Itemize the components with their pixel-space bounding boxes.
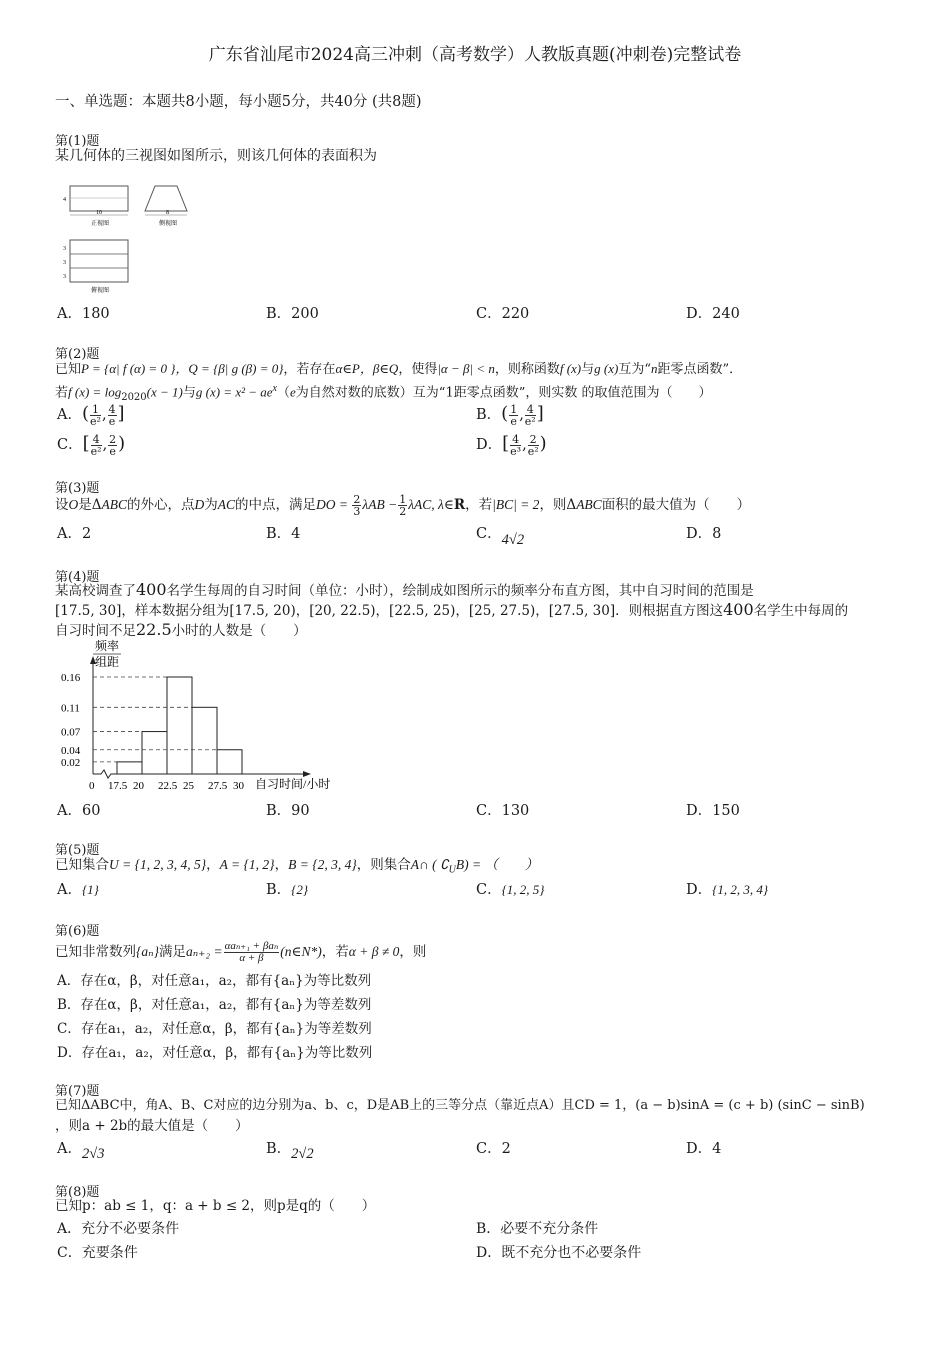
- question-1-number: 第(1)题: [55, 134, 100, 149]
- top-d3-label: 3: [63, 274, 66, 280]
- question-8-number: 第(8)题: [55, 1185, 100, 1200]
- top-d1-label: 3: [63, 246, 66, 252]
- q7-option-b[interactable]: B．2√2: [266, 1141, 314, 1162]
- q8-option-b[interactable]: B．必要不充分条件: [476, 1221, 599, 1237]
- y-tick-label: 0.07: [61, 726, 81, 739]
- q1-option-d[interactable]: D．240: [686, 306, 740, 322]
- question-3-stem: 设O是ΔABC的外心，点D为AC的中点，满足DO = $\frac{2}{3}$ λAB − $\frac{1}{2}$ λAC, λ∈R，若|BC| = 2，则ΔABC面积的最大值为（ ）: [55, 493, 751, 518]
- ylabel-top: 频率: [95, 639, 120, 653]
- x-tick-label: 27.5: [208, 780, 228, 792]
- three-view-figure: [55, 178, 205, 298]
- frequency-histogram: [55, 638, 355, 798]
- question-2-stem-line2: 若f $(x) = \log_{2020}(x - 1)$与g $(x) = x^2 - ae^x(e$为自然对数的底数）互为“1距零点函数”，则实数 的取值范围为（ ）: [55, 383, 712, 403]
- q7-option-d[interactable]: D．4: [686, 1141, 722, 1157]
- side-view-caption: 侧视图: [159, 221, 178, 227]
- histogram-bar: [117, 762, 142, 774]
- q4-option-c[interactable]: C．130: [476, 803, 530, 819]
- histogram-bar: [192, 707, 217, 774]
- question-3-number: 第(3)题: [55, 481, 100, 496]
- question-4-line3: 自习时间不足22.5小时的人数是（ ）: [55, 620, 307, 639]
- question-5-stem: 已知集合U = {1, 2, 3, 4, 5}，A = {1, 2}，B = {2, 3, 4}，则集合A∩ ( $∁_UB$) = （ ）: [55, 857, 539, 876]
- section-heading: 一、单选题：本题共8小题，每小题5分，共40分 (共8题): [55, 94, 422, 110]
- histogram-bar: [142, 732, 167, 774]
- page-title: 广东省汕尾市2024高三冲刺（高考数学）人教版真题(冲刺卷)完整试卷: [208, 45, 742, 65]
- q5-option-d[interactable]: D．{1, 2, 3, 4}: [686, 882, 769, 898]
- q1-option-c[interactable]: C．220: [476, 306, 530, 322]
- q5-option-a[interactable]: A．{1}: [57, 882, 99, 898]
- x-tick-label: 30: [233, 780, 244, 792]
- question-7-line2: ，则a + 2b的最大值是（ ）: [55, 1118, 249, 1134]
- question-6-number: 第(6)题: [55, 924, 100, 939]
- q6-option-c[interactable]: C．存在a₁，a₂，对任意α，β，都有{aₙ}为等差数列: [57, 1021, 372, 1037]
- q4-option-d[interactable]: D．150: [686, 803, 740, 819]
- q6-option-d[interactable]: D．存在a₁，a₂，对任意α，β，都有{aₙ}为等比数列: [57, 1045, 373, 1061]
- q2-option-a[interactable]: A．( $\frac{1}{\text{e²}}$ , $\frac{4}{e}$ ]: [57, 402, 125, 428]
- histogram-bar: [217, 750, 242, 774]
- q6-option-a[interactable]: A．存在α，β，对任意a₁，a₂，都有{aₙ}为等比数列: [57, 973, 372, 989]
- q3-option-d[interactable]: D．8: [686, 526, 722, 542]
- q2-option-d[interactable]: D．[ $\frac{4}{\text{e³}}$ , $\frac{2}{\text{e²}}$ ): [476, 432, 547, 458]
- q4-option-b[interactable]: B．90: [266, 803, 310, 819]
- front-width-label: 10: [96, 210, 102, 216]
- question-7-line1: 已知ΔABC中，角A、B、C对应的边分别为a、b、c，D是AB上的三等分点（靠近点A）且CD = 1，(a − b)sinA = (c + b) (sinC − sinB): [55, 1098, 865, 1113]
- question-2-number: 第(2)题: [55, 347, 100, 362]
- y-tick-label: 0.11: [61, 702, 80, 715]
- y-tick-label: 0.02: [61, 756, 81, 769]
- q3-option-c[interactable]: C．4√2: [476, 526, 525, 548]
- q3-option-b[interactable]: B．4: [266, 526, 301, 542]
- q7-option-a[interactable]: A．2√3: [57, 1141, 105, 1162]
- x-tick-label: 0: [89, 780, 95, 792]
- q1-option-b[interactable]: B．200: [266, 306, 319, 322]
- side-width-label: 8: [166, 210, 169, 216]
- question-5-number: 第(5)题: [55, 843, 100, 858]
- q7-option-c[interactable]: C．2: [476, 1141, 511, 1157]
- q2-option-b[interactable]: B．( $\frac{1}{e}$ , $\frac{4}{\text{e²}}$ ]: [476, 402, 544, 428]
- q3-option-a[interactable]: A．2: [57, 526, 92, 542]
- histogram-bar: [167, 677, 192, 774]
- question-4-line1: 某高校调查了400名学生每周的自习时间（单位：小时），绘制成如图所示的频率分布直方图，其中自习时间的范围是: [55, 580, 754, 599]
- q1-option-a[interactable]: A．180: [57, 306, 110, 322]
- x-tick-label: 17.5: [108, 780, 128, 792]
- question-7-number: 第(7)题: [55, 1084, 100, 1099]
- question-1-stem: 某几何体的三视图如图所示，则该几何体的表面积为: [55, 148, 377, 164]
- question-4-number: 第(4)题: [55, 570, 100, 585]
- q8-option-d[interactable]: D．既不充分也不必要条件: [476, 1245, 642, 1261]
- q5-option-c[interactable]: C．{1, 2, 5}: [476, 882, 545, 898]
- question-6-stem: 已知非常数列{aₙ}满足aₙ₊₂ = $\frac{\text{αaₙ₊₁ + βaₙ}}{\alpha + \beta}$ (n∈N*)，若α + β ≠ 0，则: [55, 940, 427, 964]
- x-tick-label: 22.5: [158, 780, 178, 792]
- q6-option-b[interactable]: B．存在α，β，对任意a₁，a₂，都有{aₙ}为等差数列: [57, 997, 372, 1013]
- xlabel: 自习时间/小时: [255, 777, 331, 791]
- y-tick-label: 0.16: [61, 672, 81, 684]
- q8-option-c[interactable]: C．充要条件: [57, 1245, 138, 1261]
- front-view-caption: 正视图: [91, 221, 110, 227]
- question-2-stem-line1: 已知P = {α| f (α) = 0 }，Q = {β| g (β) = 0}，若存在α∈P，β∈Q，使得|α − β| < n，则称函数f (x)与g (x)互为“n距零点函数”．: [55, 361, 743, 377]
- x-tick-label: 20: [133, 780, 144, 792]
- top-view-caption: 俯视图: [91, 288, 110, 294]
- q4-option-a[interactable]: A．60: [57, 803, 101, 819]
- q5-option-b[interactable]: B．{2}: [266, 882, 309, 898]
- question-4-line2: [17.5, 30]，样本数据分组为[17.5, 20)，[20, 22.5)，[22.5, 25)，[25, 27.5)，[27.5, 30]．则根据直方图这400名学生中每周的: [55, 600, 849, 619]
- question-8-stem: 已知p：ab ≤ 1，q：a + b ≤ 2，则p是q的（ ）: [55, 1198, 376, 1214]
- x-tick-label: 25: [183, 780, 194, 792]
- front-height-label: 4: [63, 197, 66, 203]
- y-tick-label: 0.04: [61, 744, 81, 757]
- top-d2-label: 3: [63, 260, 66, 266]
- ylabel-bottom: 组距: [95, 655, 120, 669]
- q8-option-a[interactable]: A．充分不必要条件: [57, 1221, 180, 1237]
- q2-option-c[interactable]: C．[ $\frac{4}{\text{e²}}$ , $\frac{2}{e}$ ): [57, 432, 126, 458]
